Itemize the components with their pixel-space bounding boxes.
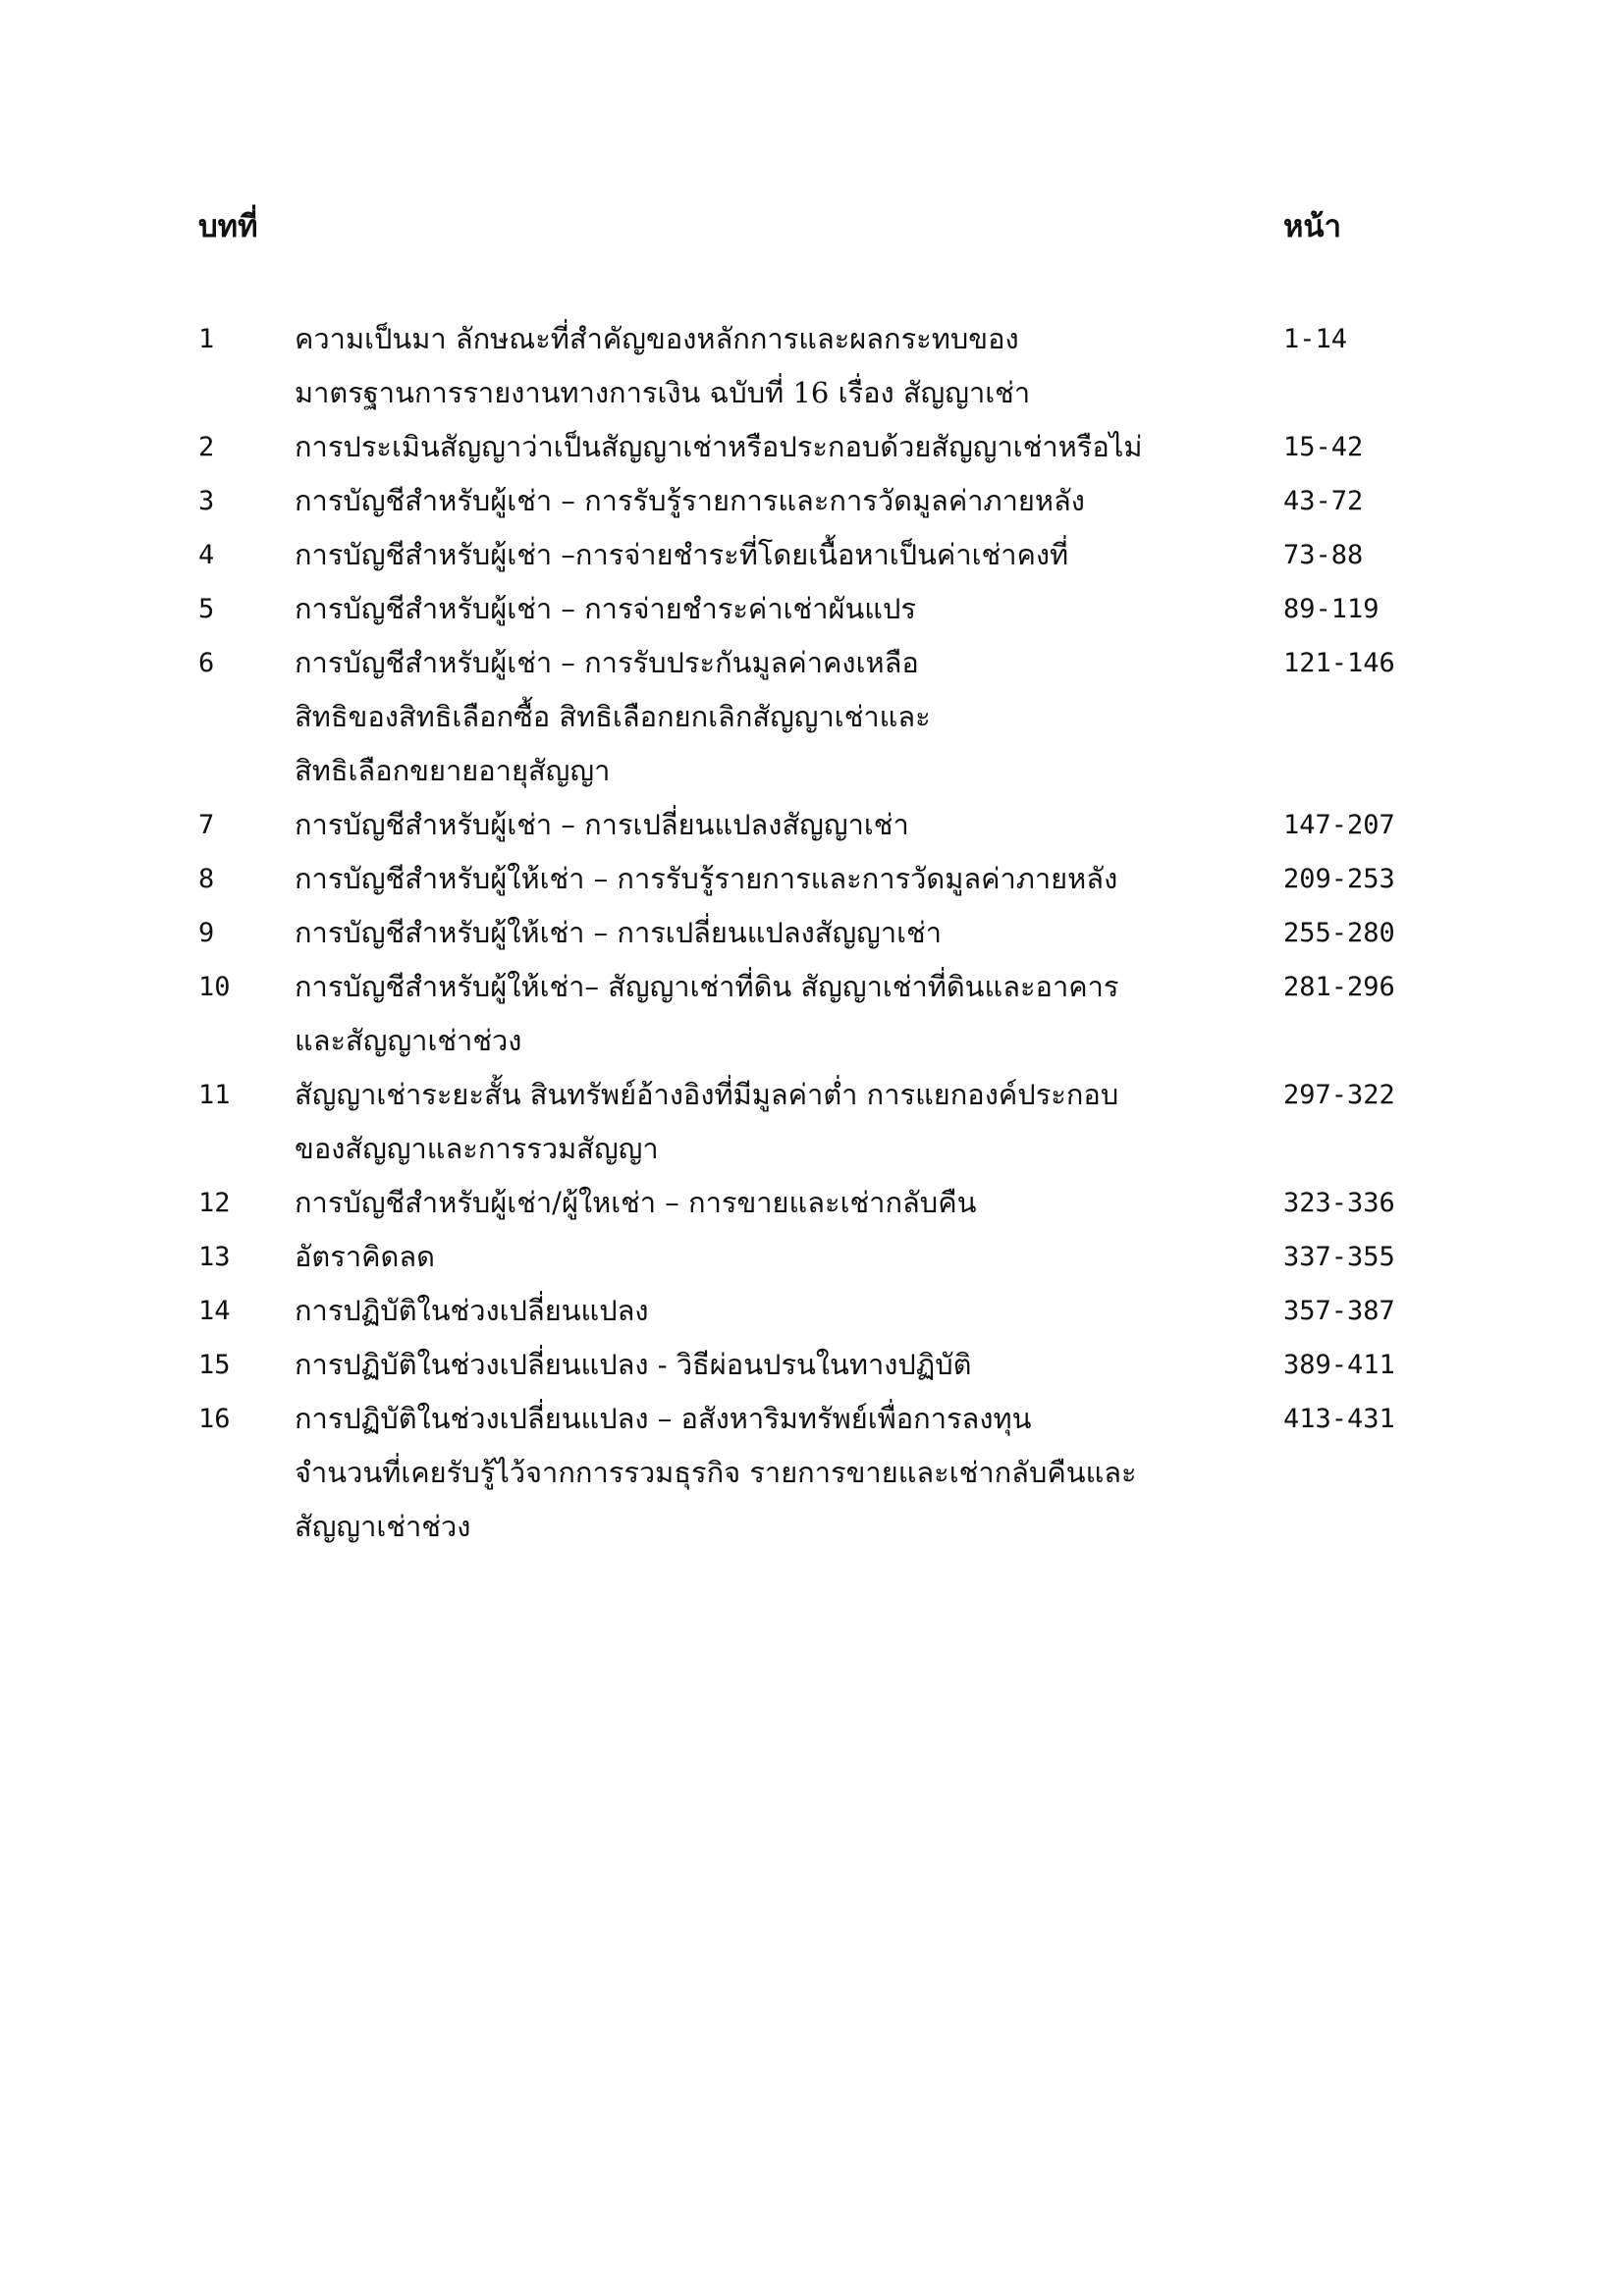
chapter-title-line: การบัญชีสำหรับผู้เช่า –การจ่ายชำระที่โดยเนื้อหาเป็นค่าเช่าคงที่ [295, 538, 1069, 571]
chapter-number: 2 [198, 432, 215, 462]
chapter-number: 6 [198, 648, 215, 678]
chapter-title [295, 1284, 1276, 1338]
chapter-title-line: การบัญชีสำหรับผู้ให้เช่า– สัญญาเช่าที่ดิน สัญญาเช่าที่ดินและอาคาร [295, 970, 1119, 1003]
page-range: 297-322 [1283, 1080, 1395, 1110]
chapter-number: 1 [198, 324, 215, 354]
toc-entry [198, 582, 1426, 636]
page-range: 73-88 [1283, 540, 1364, 570]
chapter-title-line: การปฏิบัติในช่วงเปลี่ยนแปลง – อสังหาริมทรัพย์เพื่อการลงทุน [295, 1402, 1032, 1435]
chapter-title-line: การปฏิบัติในช่วงเปลี่ยนแปลง [295, 1294, 649, 1327]
chapter-number: 10 [198, 972, 231, 1002]
chapter-title [295, 1176, 1276, 1230]
page-range: 1-14 [1283, 324, 1348, 354]
chapter-number: 5 [198, 594, 215, 624]
chapter-title [295, 636, 1276, 798]
page-range: 281-296 [1283, 972, 1395, 1002]
toc-header [198, 201, 1416, 250]
chapter-title-line: การบัญชีสำหรับผู้เช่า – การรับประกันมูลค่าคงเหลือ [295, 646, 919, 679]
chapter-number: 7 [198, 810, 215, 840]
chapter-title-line: การบัญชีสำหรับผู้ให้เช่า – การรับรู้รายการและการวัดมูลค่าภายหลัง [295, 862, 1118, 895]
chapter-title-line: จำนวนที่เคยรับรู้ไว้จากการรวมธุรกิจ รายการขายและเช่ากลับคืนและ [295, 1456, 1137, 1489]
page-range: 147-207 [1283, 810, 1395, 840]
chapter-title-line: ของสัญญาและการรวมสัญญา [295, 1132, 659, 1165]
chapter-title-line: การบัญชีสำหรับผู้เช่า – การเปลี่ยนแปลงสัญญาเช่า [295, 808, 909, 841]
toc-entry [198, 1338, 1426, 1392]
chapter-number: 14 [198, 1296, 231, 1326]
toc-entry [198, 906, 1426, 960]
toc-entry [198, 1176, 1426, 1230]
toc-entry [198, 636, 1426, 798]
toc-entry [198, 474, 1426, 528]
chapter-title-line: สัญญาเช่าช่วง [295, 1510, 471, 1543]
toc-entry [198, 1068, 1426, 1176]
chapter-title-line: อัตราคิดลด [295, 1240, 435, 1273]
toc-entry [198, 528, 1426, 582]
page-range: 209-253 [1283, 864, 1395, 894]
toc-entry [198, 852, 1426, 906]
page-range: 15-42 [1283, 432, 1364, 462]
page-range: 323-336 [1283, 1188, 1395, 1218]
toc-entry [198, 1392, 1426, 1554]
chapter-title [295, 312, 1276, 420]
chapter-number: 4 [198, 540, 215, 570]
chapter-number: 3 [198, 486, 215, 516]
toc-entry [198, 1284, 1426, 1338]
page-range: 337-355 [1283, 1242, 1395, 1272]
page-range: 389-411 [1283, 1350, 1395, 1380]
chapter-title-line: การบัญชีสำหรับผู้ให้เช่า – การเปลี่ยนแปลงสัญญาเช่า [295, 916, 943, 949]
chapter-title [295, 1230, 1276, 1284]
chapter-column-heading: บทที่ [198, 209, 258, 244]
chapter-title [295, 1338, 1276, 1392]
page-range: 357-387 [1283, 1296, 1395, 1326]
chapter-number: 12 [198, 1188, 231, 1218]
chapter-number: 9 [198, 918, 215, 948]
page-range: 121-146 [1283, 648, 1395, 678]
page-range: 43-72 [1283, 486, 1364, 516]
chapter-title-line: การบัญชีสำหรับผู้เช่า – การจ่ายชำระค่าเช่าผันแปร [295, 592, 916, 625]
chapter-number: 13 [198, 1242, 231, 1272]
chapter-number: 8 [198, 864, 215, 894]
chapter-title [295, 1392, 1276, 1554]
page-range: 89-119 [1283, 594, 1380, 624]
chapter-title [295, 1068, 1276, 1176]
chapter-title [295, 906, 1276, 960]
page-range: 255-280 [1283, 918, 1395, 948]
table-of-contents [198, 312, 1426, 1554]
chapter-number: 11 [198, 1080, 231, 1110]
toc-entry [198, 798, 1426, 852]
page-range: 413-431 [1283, 1404, 1395, 1434]
toc-entry [198, 420, 1426, 474]
toc-entry [198, 312, 1426, 420]
chapter-title [295, 474, 1276, 528]
chapter-title [295, 582, 1276, 636]
chapter-title-line: และสัญญาเช่าช่วง [295, 1024, 522, 1057]
chapter-title-line: ความเป็นมา ลักษณะที่สำคัญของหลักการและผลกระทบของ [295, 322, 1019, 355]
chapter-title [295, 798, 1276, 852]
page-column-heading: หน้า [1283, 209, 1342, 244]
chapter-title-line: การบัญชีสำหรับผู้เช่า – การรับรู้รายการและการวัดมูลค่าภายหลัง [295, 484, 1085, 517]
chapter-number: 15 [198, 1350, 231, 1380]
chapter-title-line: มาตรฐานการรายงานทางการเงิน ฉบับที่ 16 เรื่อง สัญญาเช่า [295, 376, 1031, 409]
chapter-title [295, 528, 1276, 582]
chapter-title-line: สิทธิของสิทธิเลือกซื้อ สิทธิเลือกยกเลิกสัญญาเช่าและ [295, 700, 931, 733]
chapter-title [295, 420, 1276, 474]
chapter-title-line: สัญญาเช่าระยะสั้น สินทรัพย์อ้างอิงที่มีมูลค่าต่ำ การแยกองค์ประกอบ [295, 1078, 1119, 1111]
toc-entry [198, 960, 1426, 1068]
chapter-title-line: สิทธิเลือกขยายอายุสัญญา [295, 754, 611, 787]
chapter-title-line: การประเมินสัญญาว่าเป็นสัญญาเช่าหรือประกอบด้วยสัญญาเช่าหรือไม่ [295, 430, 1143, 463]
chapter-title [295, 960, 1276, 1068]
chapter-title [295, 852, 1276, 906]
chapter-title-line: การปฏิบัติในช่วงเปลี่ยนแปลง - วิธีผ่อนปรนในทางปฏิบัติ [295, 1348, 972, 1381]
chapter-title-line: การบัญชีสำหรับผู้เช่า/ผู้ใหเช่า – การขายและเช่ากลับคืน [295, 1186, 977, 1219]
chapter-number: 16 [198, 1404, 231, 1434]
toc-entry [198, 1230, 1426, 1284]
